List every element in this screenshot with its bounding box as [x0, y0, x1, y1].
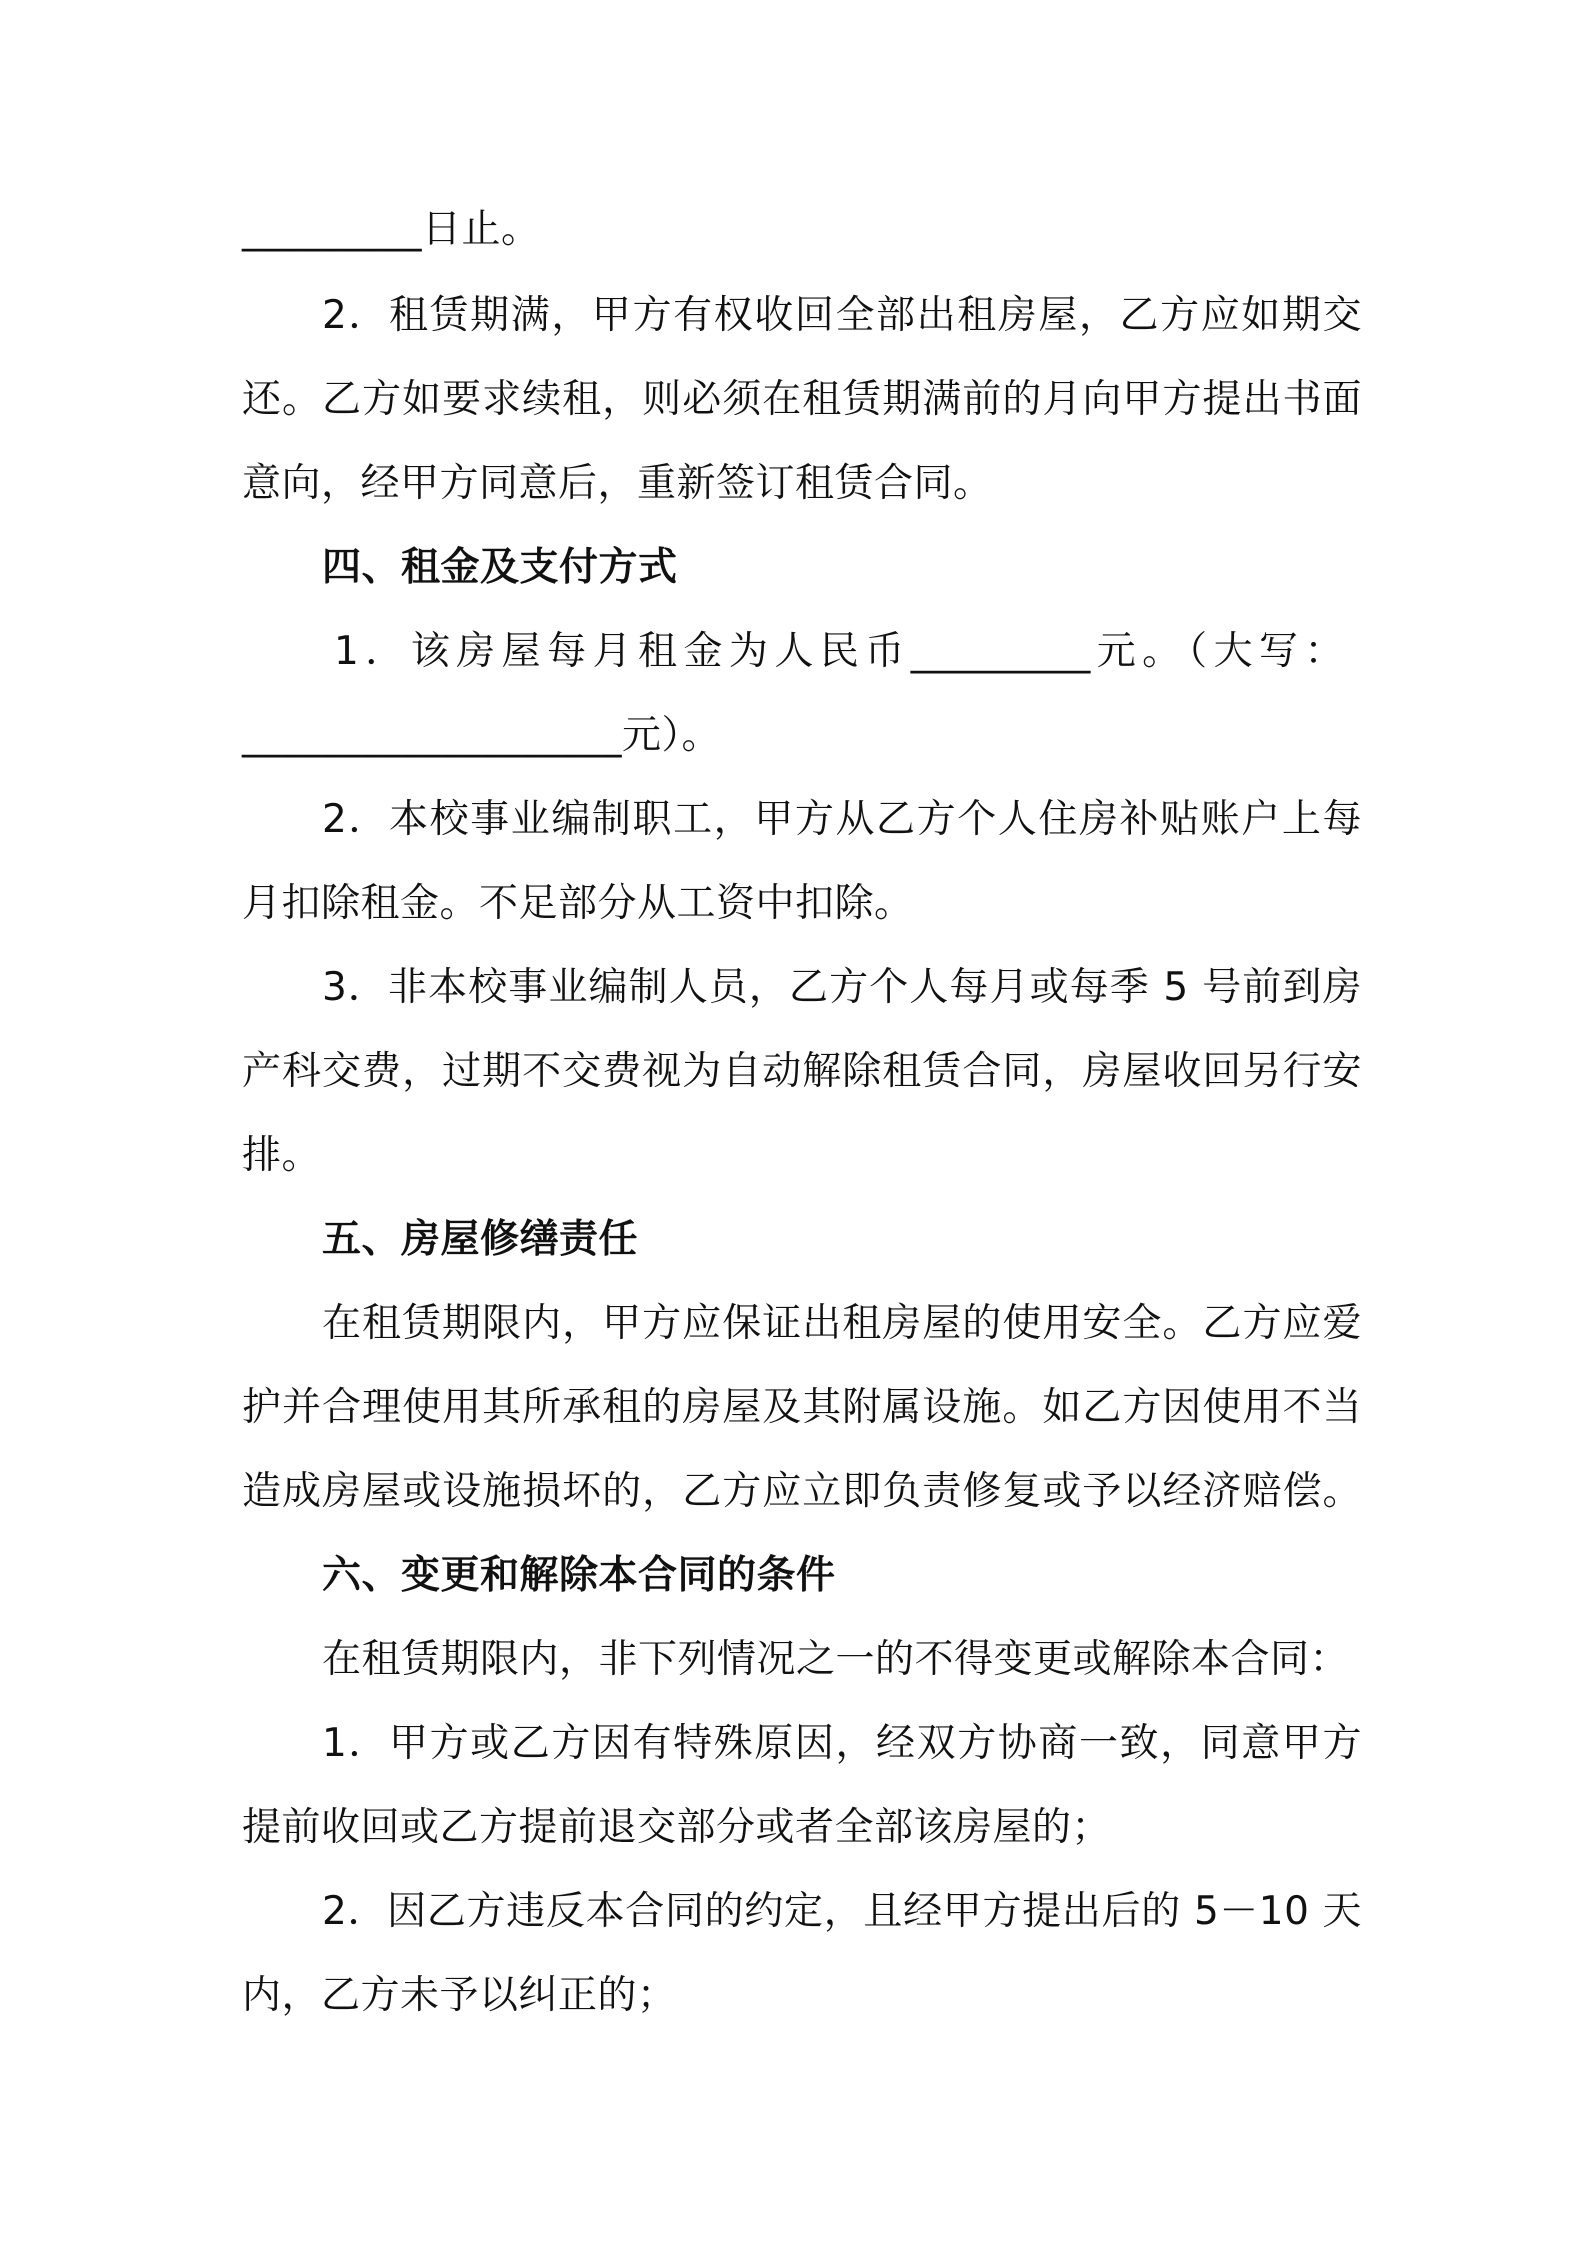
- text-line: 护并合理使用其所承租的房屋及其附属设施。如乙方因使用不当: [242, 1385, 1362, 1430]
- text-line: 产科交费，过期不交费视为自动解除租赁合同，房屋收回另行安: [242, 1049, 1362, 1094]
- text-line: 1．该房屋每月租金为人民币_________元。（大写：: [334, 629, 1344, 674]
- text-line: 意向，经甲方同意后，重新签订租赁合同。: [242, 461, 993, 506]
- text-line: 2．因乙方违反本合同的约定，且经甲方提出后的 5－10 天: [322, 1889, 1362, 1934]
- text-line: 月扣除租金。不足部分从工资中扣除。: [242, 881, 914, 926]
- text-line: 3．非本校事业编制人员，乙方个人每月或每季 5 号前到房: [322, 965, 1362, 1010]
- text-line: 造成房屋或设施损坏的，乙方应立即负责修复或予以经济赔偿。: [242, 1469, 1362, 1514]
- text-line: 排。: [242, 1133, 322, 1178]
- text-line: ___________________元）。: [242, 713, 722, 758]
- text-line: 在租赁期限内，甲方应保证出租房屋的使用安全。乙方应爱: [322, 1301, 1362, 1346]
- section-heading: 五、房屋修缮责任: [322, 1217, 639, 1262]
- section-heading: 六、变更和解除本合同的条件: [322, 1553, 836, 1598]
- text-line: 1．甲方或乙方因有特殊原因，经双方协商一致，同意甲方: [322, 1721, 1362, 1766]
- text-line: 2．本校事业编制职工，甲方从乙方个人住房补贴账户上每: [322, 797, 1362, 842]
- text-line: 内，乙方未予以纠正的；: [242, 1973, 677, 2018]
- text-line: _________日止。: [242, 207, 541, 252]
- text-line: 在租赁期限内，非下列情况之一的不得变更或解除本合同：: [322, 1637, 1350, 1682]
- text-line: 还。乙方如要求续租，则必须在租赁期满前的月向甲方提出书面: [242, 377, 1362, 422]
- text-line: 提前收回或乙方提前退交部分或者全部该房屋的；: [242, 1805, 1112, 1850]
- text-line: 2．租赁期满，甲方有权收回全部出租房屋，乙方应如期交: [322, 293, 1362, 338]
- section-heading: 四、租金及支付方式: [322, 545, 678, 590]
